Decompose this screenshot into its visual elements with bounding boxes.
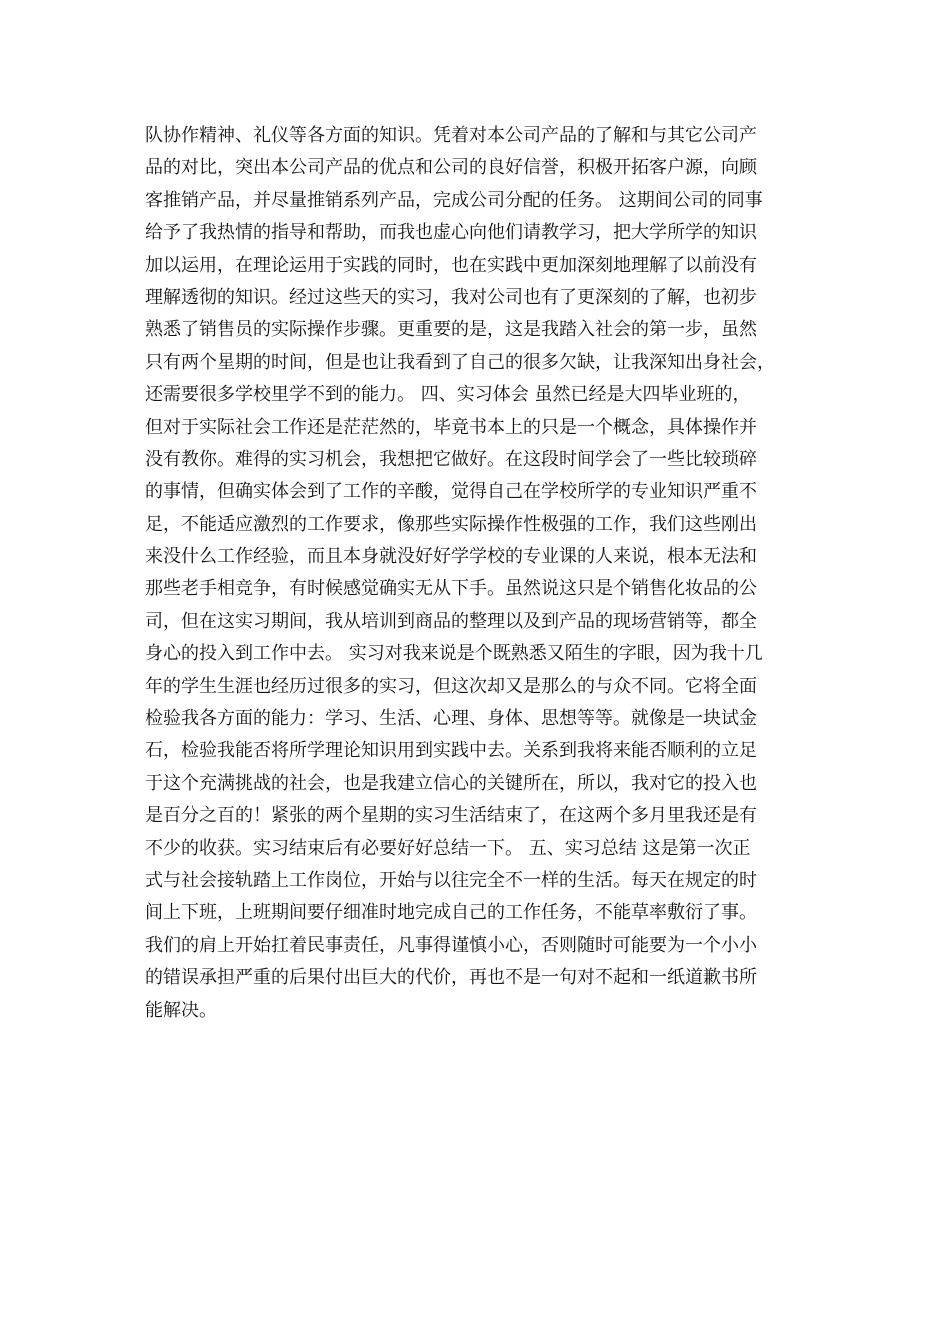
text-line: 间上下班，上班期间要仔细准时地完成自己的工作任务，不能草率敷衍了事。 xyxy=(145,902,757,924)
text-line: 队协作精神、礼仪等各方面的知识。凭着对本公司产品的了解和与其它公司产 xyxy=(145,125,757,146)
text-line: 的事情，但确实体会到了工作的辛酸，觉得自己在学校所学的专业知识严重不 xyxy=(145,481,757,503)
text-line: 品的对比，突出本公司产品的优点和公司的良好信誉，积极开拓客户源，向顾 xyxy=(145,157,757,179)
text-line: 还需要很多学校里学不到的能力。 四、实习体会 虽然已经是大四毕业班的， xyxy=(145,384,751,406)
text-line: 只有两个星期的时间，但是也让我看到了自己的很多欠缺，让我深知出身社会， xyxy=(145,351,775,373)
text-line: 不少的收获。实习结束后有必要好好总结一下。 五、实习总结 这是第一次正 xyxy=(145,837,751,859)
text-line: 那些老手相竞争，有时候感觉确实无从下手。虽然说这只是个销售化妆品的公 xyxy=(145,578,757,600)
text-line: 来没什么工作经验，而且本身就没好好学学校的专业课的人来说，根本无法和 xyxy=(145,546,757,568)
text-line: 检验我各方面的能力：学习、生活、心理、身体、思想等等。就像是一块试金 xyxy=(145,708,757,730)
text-line: 给予了我热情的指导和帮助，而我也虚心向他们请教学习，把大学所学的知识 xyxy=(145,222,757,244)
text-line: 石，检验我能否将所学理论知识用到实践中去。关系到我将来能否顺利的立足 xyxy=(145,740,757,762)
text-line: 于这个充满挑战的社会，也是我建立信心的关键所在，所以，我对它的投入也 xyxy=(145,772,757,794)
text-line: 司，但在这实习期间，我从培训到商品的整理以及到产品的现场营销等，都全 xyxy=(145,610,757,632)
text-line: 客推销产品，并尽量推销系列产品，完成公司分配的任务。 这期间公司的同事 xyxy=(145,189,763,211)
text-line: 足，不能适应激烈的工作要求，像那些实际操作性极强的工作，我们这些刚出 xyxy=(145,513,757,535)
text-line: 能解决。 xyxy=(145,999,217,1021)
text-line: 但对于实际社会工作还是茫茫然的，毕竟书本上的只是一个概念，具体操作并 xyxy=(145,416,757,438)
text-line: 理解透彻的知识。经过这些天的实习，我对公司也有了更深刻的了解，也初步 xyxy=(145,286,757,308)
text-line: 加以运用，在理论运用于实践的同时，也在实践中更加深刻地理解了以前没有 xyxy=(145,254,757,276)
text-line: 年的学生生涯也经历过很多的实习，但这次却又是那么的与众不同。它将全面 xyxy=(145,675,757,697)
text-line: 熟悉了销售员的实际操作步骤。更重要的是，这是我踏入社会的第一步，虽然 xyxy=(145,319,757,341)
body-text xyxy=(145,120,825,1027)
text-line: 我们的肩上开始扛着民事责任，凡事得谨慎小心，否则随时可能要为一个小小 xyxy=(145,934,757,956)
text-line: 的错误承担严重的后果付出巨大的代价，再也不是一句对不起和一纸道歉书所 xyxy=(145,967,757,989)
text-line: 没有教你。难得的实习机会，我想把它做好。在这段时间学会了一些比较琐碎 xyxy=(145,448,757,470)
text-line: 式与社会接轨踏上工作岗位，开始与以往完全不一样的生活。每天在规定的时 xyxy=(145,869,757,891)
text-line: 是百分之百的！紧张的两个星期的实习生活结束了，在这两个多月里我还是有 xyxy=(145,805,757,827)
text-line: 身心的投入到工作中去。 实习对我来说是个既熟悉又陌生的字眼，因为我十几 xyxy=(145,643,763,665)
